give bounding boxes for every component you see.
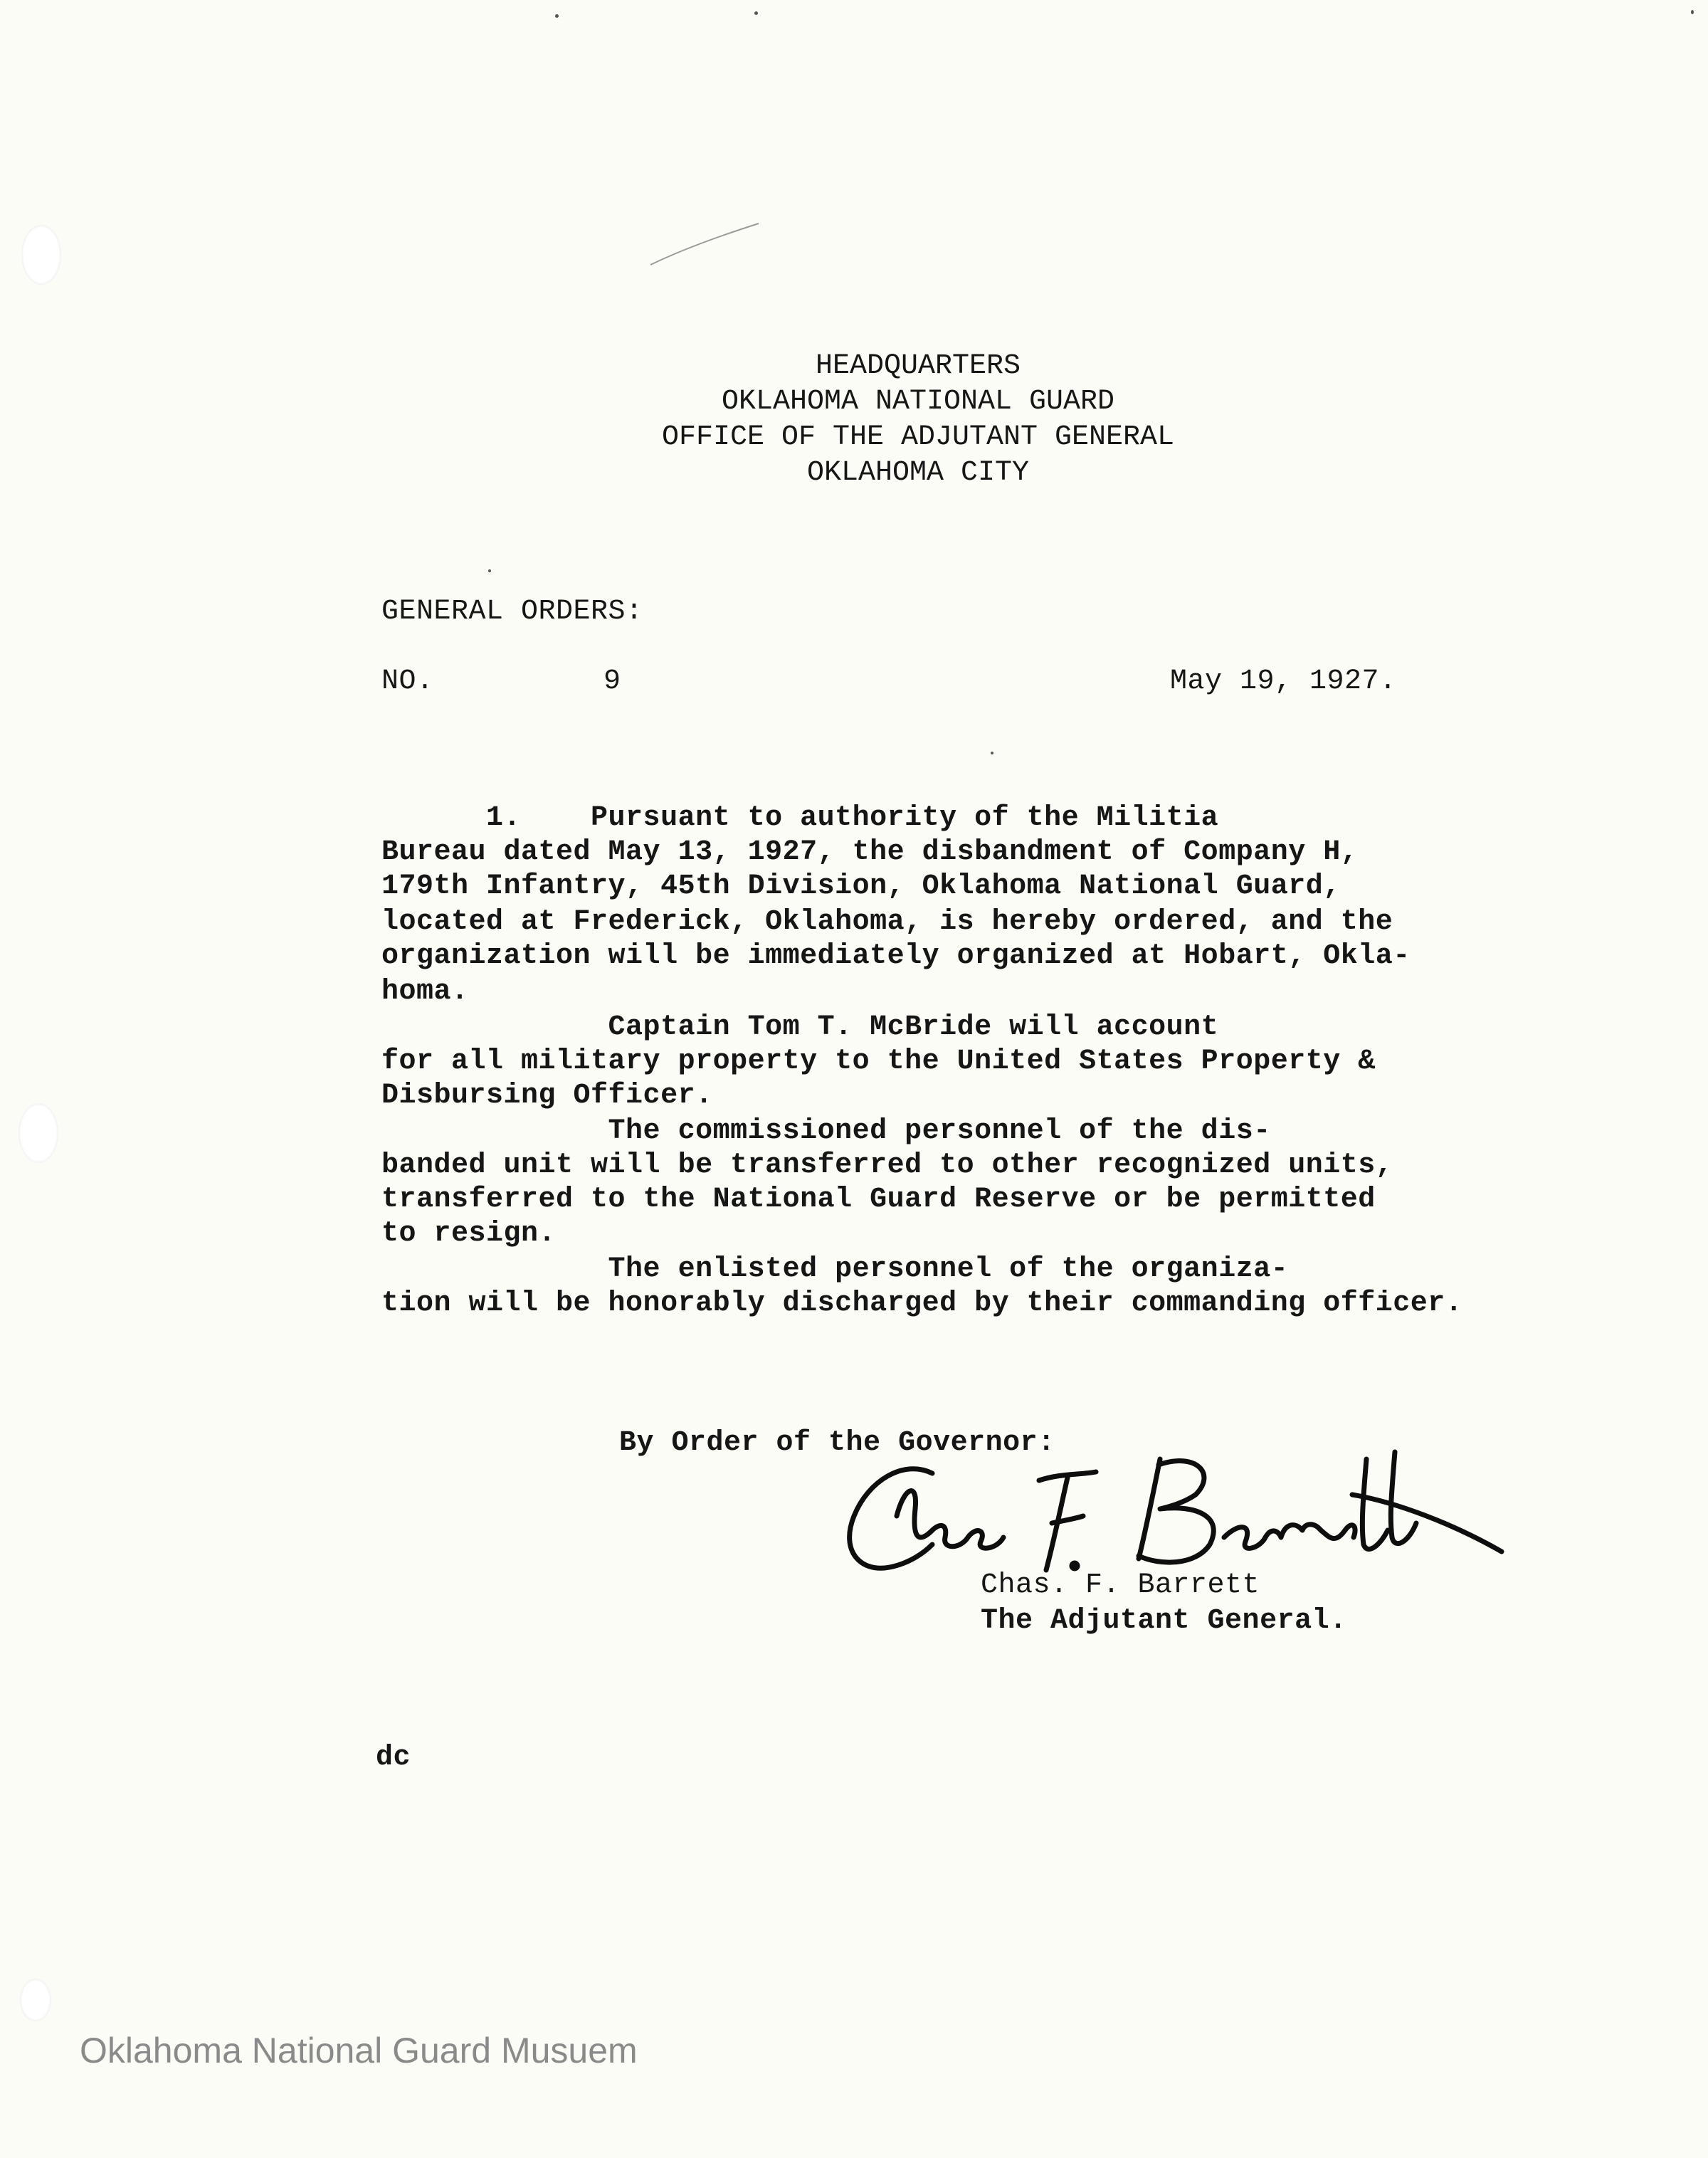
body-line: tion will be honorably discharged by their commanding officer. — [381, 1288, 1463, 1320]
body-line: The commissioned personnel of the dis- — [381, 1115, 1271, 1147]
body-line: The enlisted personnel of the organiza- — [381, 1253, 1289, 1285]
by-order-line: By Order of the Governor: — [619, 1427, 1055, 1459]
pencil-stray-mark — [648, 221, 761, 270]
header-organization: OKLAHOMA NATIONAL GUARD — [721, 386, 1115, 418]
order-number: 9 — [603, 665, 621, 698]
punch-hole-top — [21, 225, 61, 285]
general-orders-label: GENERAL ORDERS: — [381, 596, 643, 628]
body-line: 1. Pursuant to authority of the Militia — [381, 802, 1219, 834]
body-line: transferred to the National Guard Reserve or be permitted — [381, 1184, 1376, 1216]
body-line: for all military property to the United States Property & — [381, 1046, 1376, 1078]
body-line: banded unit will be transferred to other recognized units, — [381, 1149, 1393, 1181]
punch-hole-bottom — [20, 1979, 51, 2021]
header-office: OFFICE OF THE ADJUTANT GENERAL — [661, 421, 1175, 453]
header-city: OKLAHOMA CITY — [806, 457, 1030, 489]
paper-speck — [488, 569, 491, 572]
body-line: Bureau dated May 13, 1927, the disbandment of Company H, — [381, 836, 1359, 868]
body-line: to resign. — [381, 1218, 557, 1250]
paper-speck — [754, 11, 758, 15]
body-line: 179th Infantry, 45th Division, Oklahoma National Guard, — [381, 870, 1341, 902]
order-number-label: NO. — [381, 665, 434, 698]
paper-speck — [555, 14, 559, 18]
typist-initials: dc — [376, 1742, 411, 1774]
body-line: located at Frederick, Oklahoma, is hereby ordered, and the — [381, 906, 1393, 938]
body-line: Disbursing Officer. — [381, 1080, 713, 1112]
header-headquarters: HEADQUARTERS — [815, 350, 1021, 382]
paper-speck — [991, 752, 993, 754]
body-line: homa. — [381, 976, 469, 1008]
order-date: May 19, 1927. — [1170, 665, 1397, 698]
signatory-title: The Adjutant General. — [981, 1605, 1347, 1637]
signatory-name: Chas. F. Barrett — [981, 1569, 1260, 1601]
paper-speck — [1691, 10, 1694, 14]
body-line: organization will be immediately organized at Hobart, Okla- — [381, 940, 1411, 972]
museum-watermark: Oklahoma National Guard Musuem — [80, 2031, 638, 2070]
punch-hole-middle — [19, 1103, 58, 1163]
body-line: Captain Tom T. McBride will account — [381, 1011, 1219, 1043]
